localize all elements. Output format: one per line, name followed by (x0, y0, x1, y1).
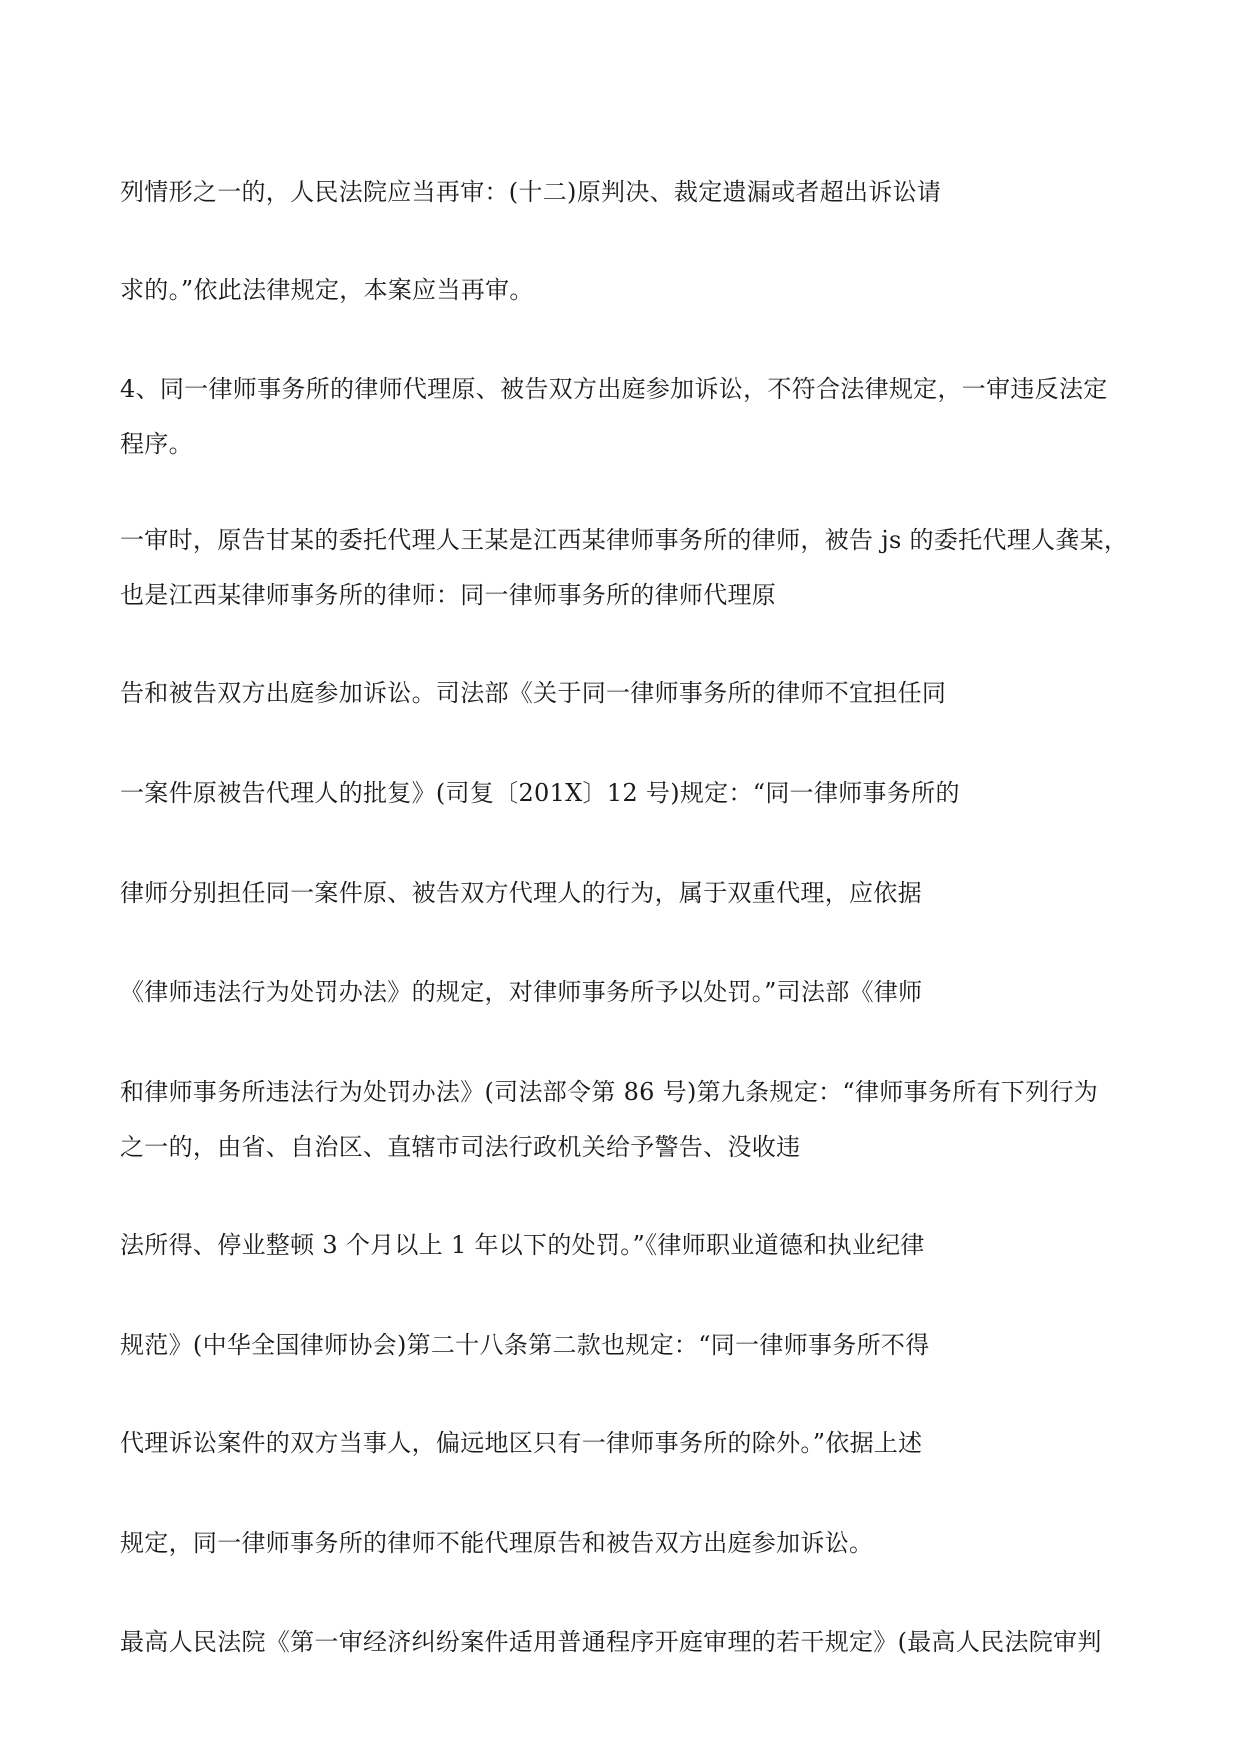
text-line: 也是江西某律师事务所的律师：同一律师事务所的律师代理原 (120, 581, 777, 609)
text-line: 列情形之一的，人民法院应当再审：(十二)原判决、裁定遗漏或者超出诉讼请 (120, 178, 942, 206)
text-line: 一案件原被告代理人的批复》(司复〔201X〕12 号)规定：“同一律师事务所的 (120, 779, 960, 807)
text-line: 程序。 (120, 430, 193, 458)
text-line: 《律师违法行为处罚办法》的规定，对律师事务所予以处罚。”司法部《律师 (120, 978, 923, 1006)
text-line: 求的。”依此法律规定，本案应当再审。 (120, 276, 534, 304)
text-line: 规范》(中华全国律师协会)第二十八条第二款也规定：“同一律师事务所不得 (120, 1331, 930, 1359)
text-line: 告和被告双方出庭参加诉讼。司法部《关于同一律师事务所的律师不宜担任同 (120, 679, 947, 707)
text-line: 法所得、停业整顿 3 个月以上 1 年以下的处罚。”《律师职业道德和执业纪律 (120, 1231, 925, 1259)
text-line: 4、同一律师事务所的律师代理原、被告双方出庭参加诉讼，不符合法律规定，一审违反法定 (120, 375, 1108, 403)
text-line: 之一的，由省、自治区、直辖市司法行政机关给予警告、没收违 (120, 1133, 801, 1161)
text-line: 代理诉讼案件的双方当事人，偏远地区只有一律师事务所的除外。”依据上述 (120, 1429, 923, 1457)
text-line: 一审时，原告甘某的委托代理人王某是江西某律师事务所的律师，被告 js 的委托代理人龚某， (120, 526, 1129, 554)
text-line: 和律师事务所违法行为处罚办法》(司法部令第 86 号)第九条规定：“律师事务所有下列行为 (120, 1078, 1098, 1106)
text-line: 最高人民法院《第一审经济纠纷案件适用普通程序开庭审理的若干规定》(最高人民法院审判 (120, 1628, 1102, 1656)
text-line: 规定，同一律师事务所的律师不能代理原告和被告双方出庭参加诉讼。 (120, 1529, 874, 1557)
text-line: 律师分别担任同一案件原、被告双方代理人的行为，属于双重代理，应依据 (120, 879, 922, 907)
